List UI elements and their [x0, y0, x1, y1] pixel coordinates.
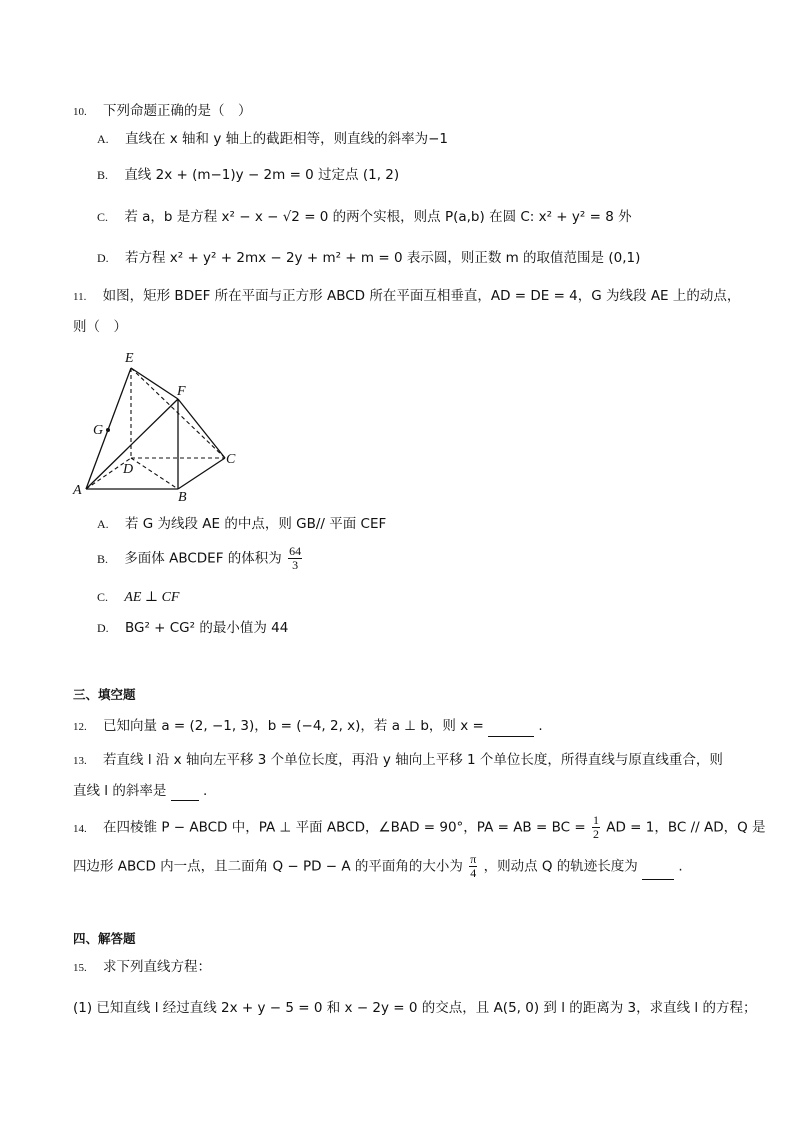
- angle-fraction: [469, 853, 477, 880]
- option-label: D.: [97, 621, 109, 635]
- q13-end: .: [202, 783, 208, 799]
- option-label: A.: [97, 517, 109, 531]
- q10-option-d: [97, 248, 640, 268]
- fraction-numerator: π: [470, 852, 477, 866]
- q11-figure: [68, 346, 248, 506]
- q14-text1a: 在四棱锥 P − ABCD 中，PA ⊥ 平面 ABCD，∠BAD = 90°，PA = AB = BC =: [103, 819, 586, 836]
- option-label: C.: [97, 590, 109, 604]
- q15-stem: [73, 957, 211, 978]
- fraction-numerator: 64: [289, 544, 302, 558]
- q10-number: 10.: [73, 106, 87, 118]
- volume-fraction: [288, 545, 302, 572]
- q11-stem-line2: 则（ ）: [73, 319, 127, 335]
- q11-stem-line1: 如图，矩形 BDEF 所在平面与正方形 ABCD 所在平面互相垂直，AD = DE = 4，G 为线段 AE 上的动点，: [102, 288, 741, 304]
- q14-text1b: AD = 1，BC // AD，Q 是: [606, 819, 766, 836]
- q11-option-b: [97, 545, 304, 572]
- fraction-denominator: 2: [592, 827, 599, 841]
- q12: [73, 716, 543, 737]
- label-a: A: [73, 483, 82, 498]
- q14-line1: [73, 814, 766, 841]
- edge-db: [131, 458, 178, 489]
- option-label: B.: [97, 168, 109, 182]
- q12-end: .: [538, 718, 543, 734]
- q11-option-d: [97, 618, 288, 638]
- option-text: 若 G 为线段 AE 的中点，则 GB// 平面 CEF: [124, 516, 387, 532]
- q12-text: 已知向量 a = (2, −1, 3)，b = (−4, 2, x)，若 a ⊥ b，则 x =: [103, 718, 484, 734]
- q11-number: 11.: [73, 291, 87, 303]
- answer-blank[interactable]: [488, 722, 534, 737]
- option-text: 直线在 x 轴和 y 轴上的截距相等，则直线的斜率为−1: [124, 131, 449, 147]
- option-text: 若方程 x² + y² + 2mx − 2y + m² + m = 0 表示圆，则正数 m 的取值范围是 (0,1): [124, 250, 641, 266]
- q10-stem: [73, 101, 252, 122]
- q13-line1: [73, 750, 723, 771]
- option-label: B.: [97, 551, 109, 566]
- q15-number: 15.: [73, 962, 87, 974]
- edge-fc: [178, 399, 225, 458]
- option-text: 若 a，b 是方程 x² − x − √2 = 0 的两个实根，则点 P(a,b) 在圆 C: x² + y² = 8 外: [124, 209, 632, 225]
- label-b: B: [178, 490, 187, 505]
- q15-part1: (1) 已知直线 l 经过直线 2x + y − 5 = 0 和 x − 2y = 0 的交点，且 A(5, 0) 到 l 的距离为 3，求直线 l 的方程；: [73, 1000, 757, 1016]
- q10-option-b: [97, 165, 399, 185]
- q11-stem: [73, 286, 740, 307]
- q10-option-a: [97, 129, 448, 149]
- half-fraction: [592, 814, 600, 841]
- section-heading-fill-in: 三、填空题: [73, 687, 136, 702]
- q14-text2b: ，则动点 Q 的轨迹长度为: [483, 858, 638, 875]
- option-text: 多面体 ABCDEF 的体积为: [124, 550, 282, 567]
- label-e: E: [125, 351, 134, 366]
- fraction-denominator: 3: [292, 558, 299, 572]
- label-c: C: [226, 452, 236, 467]
- edge-bc: [178, 458, 225, 489]
- q11-option-a: [97, 514, 386, 534]
- q11-option-c: [97, 587, 179, 608]
- label-g: G: [93, 423, 104, 438]
- q15-stem-text: 求下列直线方程：: [103, 959, 212, 975]
- q13-number: 13.: [73, 755, 87, 767]
- q14-number: 14.: [73, 822, 87, 835]
- q10-option-c: [97, 207, 632, 227]
- q14-end: .: [678, 858, 683, 875]
- answer-blank[interactable]: [642, 865, 674, 880]
- q13-text2: 直线 l 的斜率是: [73, 783, 167, 799]
- q14-line2: [73, 853, 683, 880]
- q13-line2: [73, 781, 207, 801]
- q13-text1: 若直线 l 沿 x 轴向左平移 3 个单位长度，再沿 y 轴向上平移 1 个单位长度，所得直线与原直线重合，则: [103, 752, 723, 768]
- option-text: BG² + CG² 的最小值为 44: [124, 620, 289, 636]
- label-f: F: [177, 384, 186, 399]
- label-d: D: [123, 462, 134, 477]
- edge-ef: [131, 368, 178, 399]
- option-label: D.: [97, 251, 109, 265]
- section-heading-solutions: 四、解答题: [73, 931, 136, 946]
- option-label: A.: [97, 132, 109, 146]
- q14-text2a: 四边形 ABCD 内一点，且二面角 Q − PD − A 的平面角的大小为: [73, 858, 463, 875]
- q12-number: 12.: [73, 721, 87, 733]
- option-text: AE ⊥ CF: [124, 590, 180, 605]
- option-label: C.: [97, 210, 109, 224]
- answer-blank[interactable]: [171, 786, 199, 801]
- option-text: 直线 2x + (m−1)y − 2m = 0 过定点 (1, 2): [124, 167, 400, 183]
- fraction-numerator: 1: [592, 813, 599, 827]
- point-g: [106, 428, 110, 432]
- fraction-denominator: 4: [470, 866, 477, 880]
- q10-stem-text: 下列命题正确的是（ ）: [103, 103, 252, 119]
